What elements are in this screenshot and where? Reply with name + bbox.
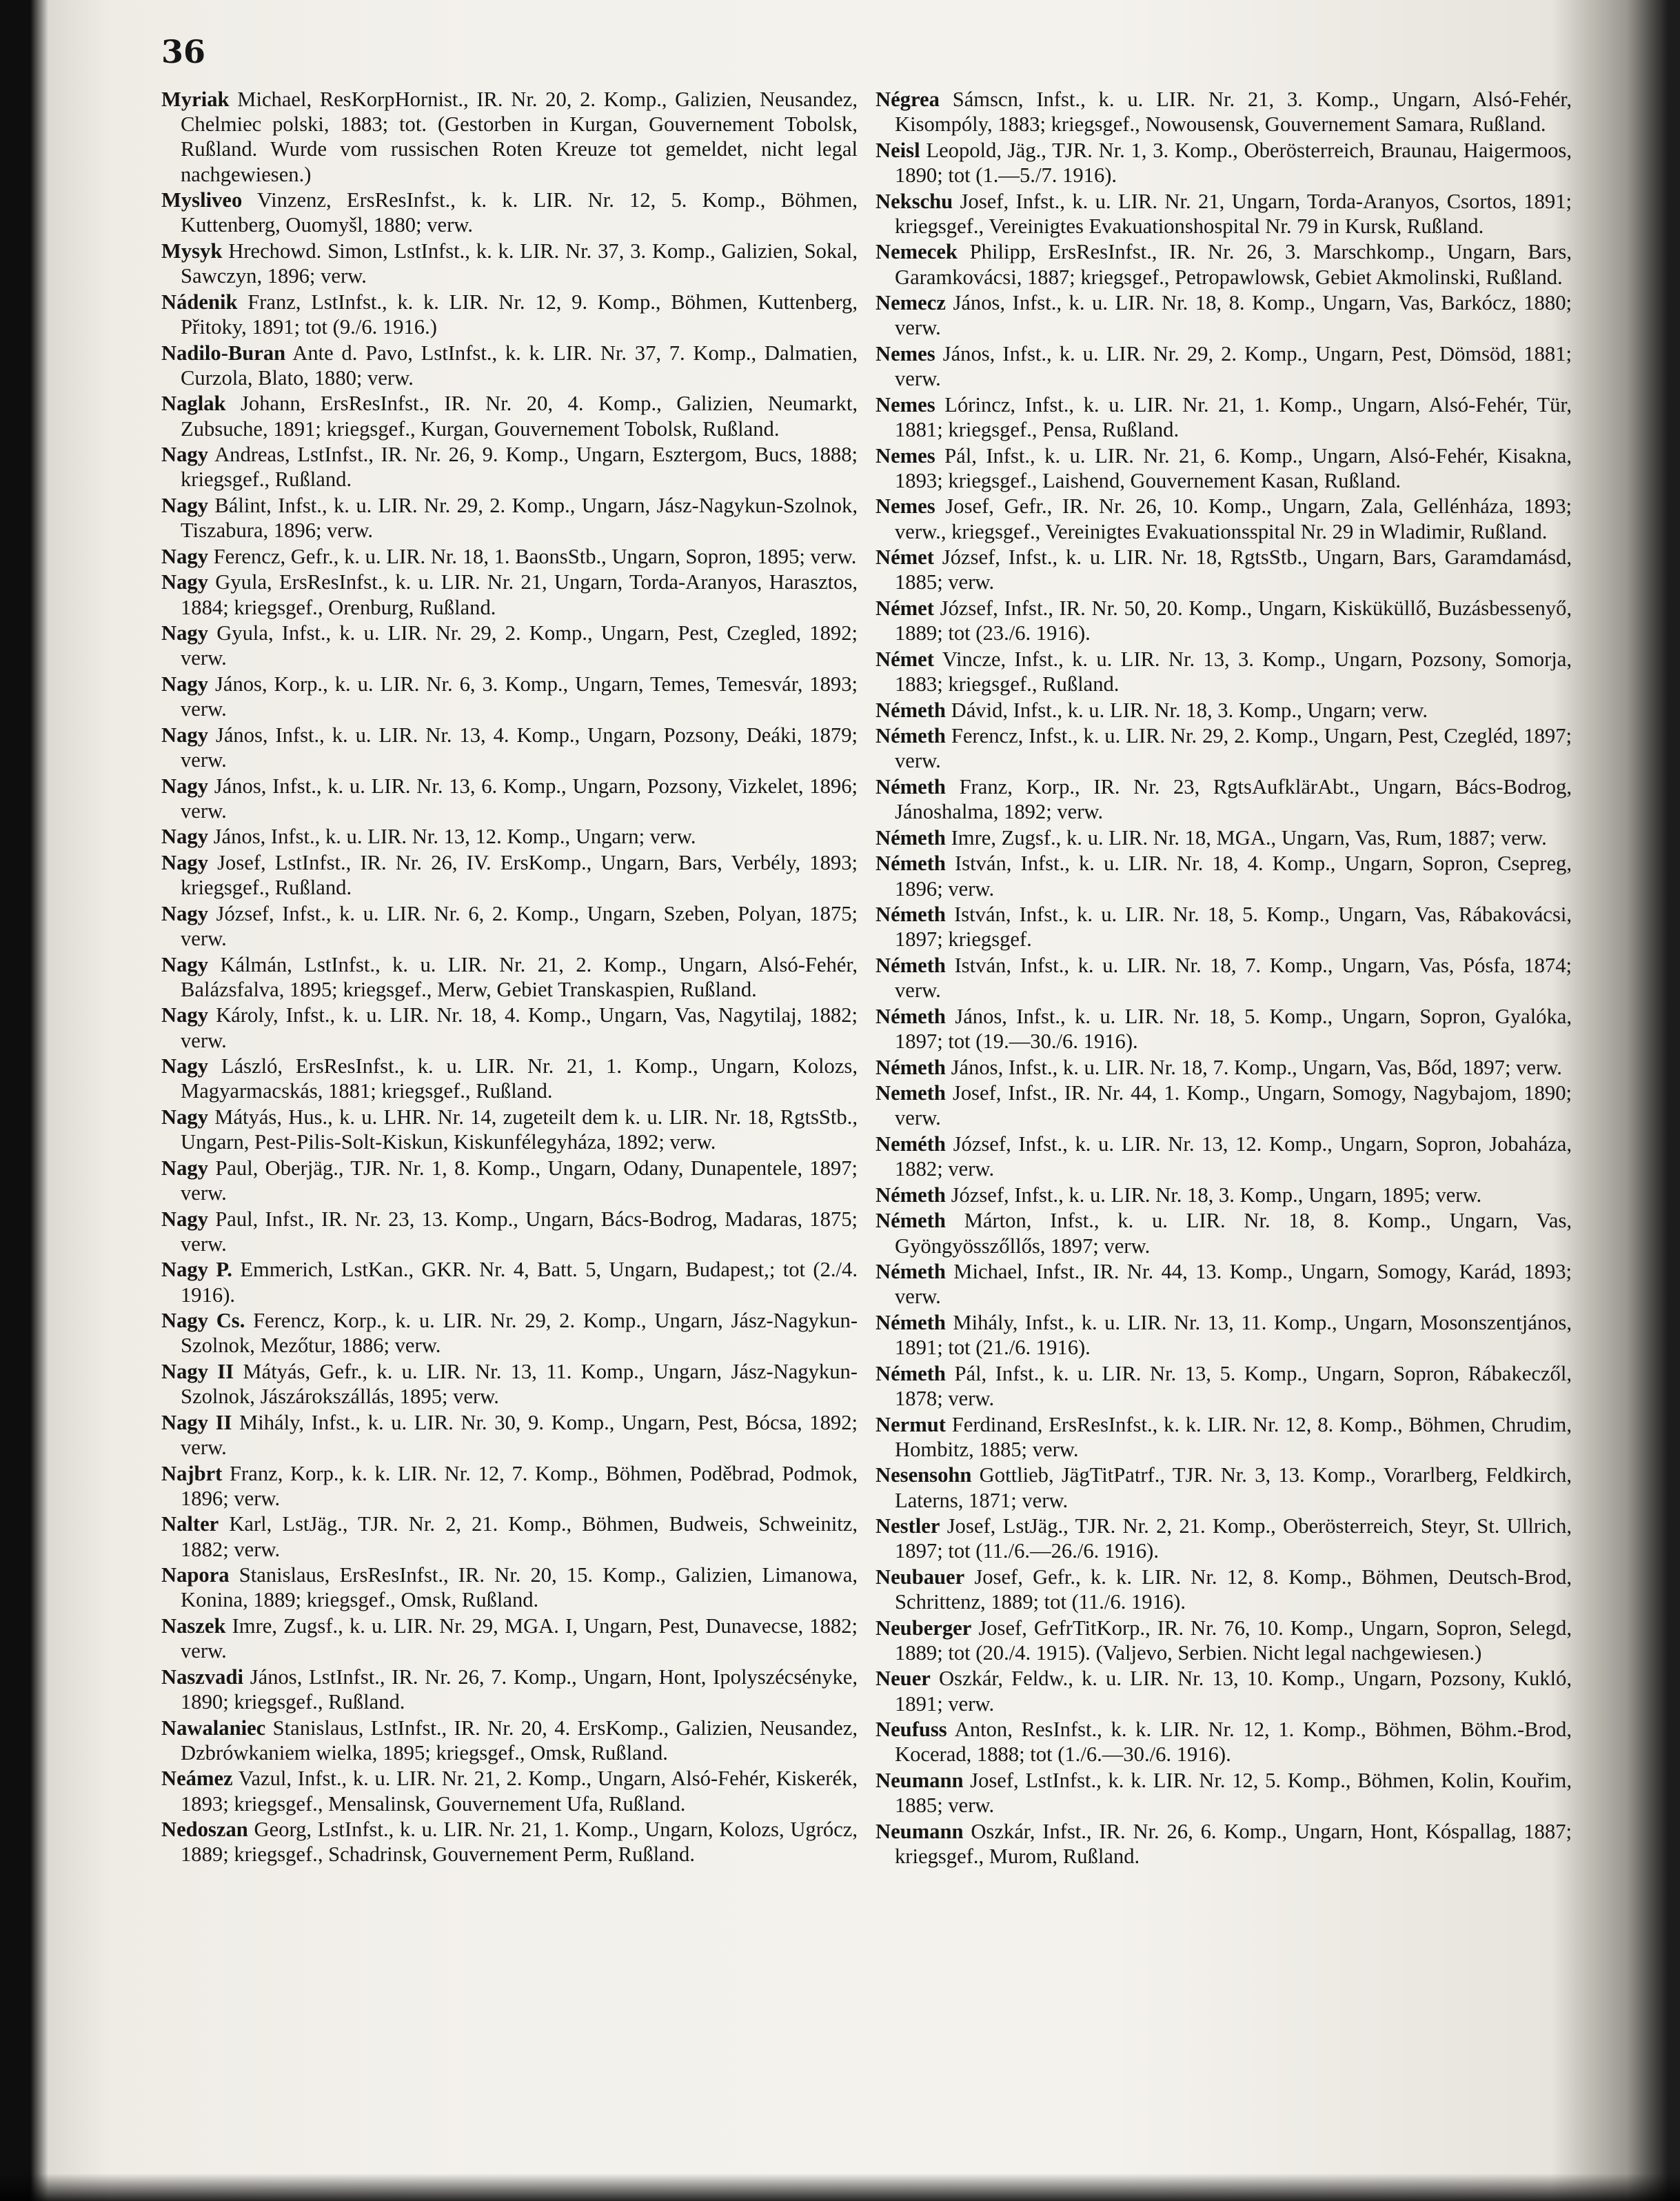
register-entry [876, 189, 1572, 239]
register-entry [161, 824, 858, 849]
entry-surname: Német [876, 596, 934, 620]
entry-details: Johann, ErsResInfst., IR. Nr. 20, 4. Komp., Galizien, Neumarkt, Zubsuche, 1891; kriegsgef., Kurgan, Gouvernement Tobolsk, Rußland. [181, 392, 858, 441]
entry-details: János, Infst., k. u. LIR. Nr. 29, 2. Komp., Ungarn, Pest, Dömsöd, 1881; verw. [895, 341, 1572, 391]
entry-surname: Nagy [161, 825, 208, 849]
entry-details: Stanislaus, LstInfst., IR. Nr. 20, 4. ErsKomp., Galizien, Neusandez, Dzbrówkaniem wielka, 1895; kriegsgef., Omsk, Rußland. [181, 1716, 858, 1765]
entry-details: Dávid, Infst., k. u. LIR. Nr. 18, 3. Komp., Ungarn; verw. [945, 698, 1428, 722]
entry-surname: Nagy [161, 544, 208, 568]
entry-surname: Neumann [876, 1769, 964, 1793]
entry-details: Hrechowd. Simon, LstInfst., k. k. LIR. Nr. 37, 3. Komp., Galizien, Sokal, Sawczyn, 1896; verw. [181, 239, 858, 288]
register-entry [876, 443, 1572, 493]
register-entry [876, 1463, 1572, 1512]
register-entry [161, 290, 858, 339]
register-entry [161, 1817, 858, 1867]
entry-surname: Nestler [876, 1514, 940, 1538]
register-entry [876, 953, 1572, 1003]
entry-surname: Nagy [161, 1003, 208, 1027]
entry-surname: Németh [876, 1310, 946, 1334]
entry-details: Michael, Infst., IR. Nr. 44, 13. Komp., Ungarn, Somogy, Karád, 1893; verw. [895, 1260, 1572, 1309]
register-entry [161, 850, 858, 900]
entry-details: Imre, Zugsf., k. u. LIR. Nr. 29, MGA. I, Ungarn, Pest, Dunavecse, 1882; verw. [181, 1614, 858, 1663]
entry-details: Károly, Infst., k. u. LIR. Nr. 18, 4. Komp., Ungarn, Vas, Nagytilaj, 1882; verw. [181, 1003, 858, 1052]
entry-surname: Najbrt [161, 1461, 223, 1485]
register-entry [161, 672, 858, 721]
entry-details: Franz, Korp., k. k. LIR. Nr. 12, 7. Komp., Böhmen, Poděbrad, Podmok, 1896; verw. [181, 1461, 858, 1510]
register-entry [161, 1461, 858, 1511]
register-entry [876, 1361, 1572, 1411]
entry-details: József, Infst., k. u. LIR. Nr. 6, 2. Komp., Ungarn, Szeben, Polyan, 1875; verw. [181, 901, 858, 950]
entry-details: János, Infst., k. u. LIR. Nr. 13, 4. Komp., Ungarn, Pozsony, Deáki, 1879; verw. [181, 723, 858, 772]
page-number: 36 [161, 33, 206, 70]
entry-surname: Neámez [161, 1767, 233, 1791]
register-entry [876, 494, 1572, 543]
entry-details: Stanislaus, ErsResInfst., IR. Nr. 20, 15. Komp., Galizien, Limanowa, Konina, 1889; kriegsgef., Omsk, Rußland. [181, 1563, 858, 1612]
entry-details: Mihály, Infst., k. u. LIR. Nr. 13, 11. Komp., Ungarn, Mosonszentjános, 1891; tot (21./6. 1916). [895, 1310, 1572, 1360]
entry-details: Karl, LstJäg., TJR. Nr. 2, 21. Komp., Böhmen, Budweis, Schweinitz, 1882; verw. [181, 1512, 858, 1561]
register-entry [876, 545, 1572, 594]
entry-surname: Németh [876, 1055, 946, 1079]
entry-surname: Nagy [161, 1054, 208, 1078]
scan-edge-shadow [0, 2173, 1680, 2201]
entry-surname: Nagy [161, 1207, 208, 1231]
register-entry [876, 698, 1572, 723]
register-entry [876, 341, 1572, 391]
entry-details: Kálmán, LstInfst., k. u. LIR. Nr. 21, 2. Komp., Ungarn, Alsó-Fehér, Balázsfalva, 1895; kriegsgef., Merw, Gebiet Transkaspien, Rußland. [181, 952, 858, 1001]
entry-details: Josef, LstJäg., TJR. Nr. 2, 21. Komp., Oberösterreich, Steyr, St. Ullrich, 1897; tot (11./6.—26./6. 1916). [895, 1514, 1572, 1563]
register-entry [161, 901, 858, 951]
entry-details: Emmerich, LstKan., GKR. Nr. 4, Batt. 5, Ungarn, Budapest,; tot (2./4. 1916). [181, 1258, 858, 1307]
entry-surname: Neuberger [876, 1616, 972, 1640]
register-entry [161, 774, 858, 823]
entry-details: János, LstInfst., IR. Nr. 26, 7. Komp., Ungarn, Hont, Ipolyszécsényke, 1890; kriegsgef., Rußland. [181, 1665, 858, 1713]
register-entry [161, 1511, 858, 1561]
entry-surname: Nermut [876, 1412, 946, 1436]
register-entry [876, 87, 1572, 137]
entry-details: János, Infst., k. u. LIR. Nr. 13, 12. Komp., Ungarn; verw. [208, 825, 696, 849]
entry-details: Ferdinand, ErsResInfst., k. k. LIR. Nr. 12, 8. Komp., Böhmen, Chrudim, Hombitz, 1885; verw. [895, 1412, 1572, 1461]
entry-surname: Nagy [161, 570, 208, 594]
register-entry [876, 1819, 1572, 1869]
register-entry [876, 647, 1572, 696]
entry-surname: Nagy [161, 850, 208, 874]
entry-details: Imre, Zugsf., k. u. LIR. Nr. 18, MGA., Ungarn, Vas, Rum, 1887; verw. [945, 825, 1547, 850]
entry-surname: Nemes [876, 392, 935, 416]
entry-details: Paul, Infst., IR. Nr. 23, 13. Komp., Ungarn, Bács-Bodrog, Madaras, 1875; verw. [181, 1207, 858, 1256]
entry-details: Mátyás, Hus., k. u. LHR. Nr. 14, zugeteilt dem k. u. LIR. Nr. 18, RgtsStb., Ungarn, Pest-Pilis-Solt-Kiskun, Kiskunfélegyháza, 1892; verw. [181, 1105, 858, 1154]
entry-surname: Naglak [161, 392, 226, 416]
entry-details: Philipp, ErsResInfst., IR. Nr. 26, 3. Marschkomp., Ungarn, Bars, Garamkovácsi, 1887; kriegsgef., Petropawlowsk, Gebiet Akmolinski, Rußland. [895, 240, 1572, 289]
entry-details: Mátyás, Gefr., k. u. LIR. Nr. 13, 11. Komp., Ungarn, Jász-Nagykun-Szolnok, Jászárokszállás, 1895; verw. [181, 1359, 858, 1409]
entry-details: Gyula, Infst., k. u. LIR. Nr. 29, 2. Komp., Ungarn, Pest, Czegled, 1892; verw. [181, 621, 858, 670]
entry-surname: Mysliveo [161, 188, 243, 212]
entry-details: Paul, Oberjäg., TJR. Nr. 1, 8. Komp., Ungarn, Odany, Dunapentele, 1897; verw. [181, 1156, 858, 1205]
entry-details: Vazul, Infst., k. u. LIR. Nr. 21, 2. Komp., Ungarn, Alsó-Fehér, Kiskerék, 1893; kriegsgef., Mensalinsk, Gouvernement Ufa, Rußland. [181, 1767, 858, 1816]
entry-details: Bálint, Infst., k. u. LIR. Nr. 29, 2. Komp., Ungarn, Jász-Nagykun-Szolnok, Tiszabura, 1896; verw. [181, 493, 858, 543]
register-entry [876, 1183, 1572, 1207]
entry-details: Márton, Infst., k. u. LIR. Nr. 18, 8. Komp., Ungarn, Vas, Gyöngyösszőllős, 1897; verw. [895, 1209, 1572, 1258]
entry-details: Ante d. Pavo, LstInfst., k. k. LIR. Nr. 37, 7. Komp., Dalmatien, Curzola, Blato, 1880; verw. [181, 341, 858, 390]
entry-surname: Németh [876, 774, 946, 798]
entry-surname: Nesensohn [876, 1463, 972, 1487]
register-entry [876, 1004, 1572, 1054]
register-entry [161, 1716, 858, 1765]
entry-surname: Német [876, 647, 934, 671]
register-entry [161, 1207, 858, 1256]
register-entry [876, 1717, 1572, 1767]
register-entry [161, 1257, 858, 1307]
register-entry [161, 1156, 858, 1205]
entry-surname: Nagy [161, 723, 208, 747]
entry-surname: Neubauer [876, 1565, 965, 1589]
register-entry [876, 1310, 1572, 1360]
entry-surname: Neméth [876, 1132, 946, 1156]
entry-surname: Nalter [161, 1512, 219, 1536]
entry-details: László, ErsResInfst., k. u. LIR. Nr. 21, 1. Komp., Ungarn, Kolozs, Magyarmacskás, 1881; kriegsgef., Rußland. [181, 1054, 858, 1103]
entry-surname: Nemes [876, 341, 935, 365]
entry-details: István, Infst., k. u. LIR. Nr. 18, 4. Komp., Ungarn, Sopron, Csepreg, 1896; verw. [895, 852, 1572, 901]
entry-surname: Nagy [161, 1156, 208, 1180]
entry-details: Andreas, LstInfst., IR. Nr. 26, 9. Komp., Ungarn, Esztergom, Bucs, 1888; kriegsgef., Rußland. [181, 443, 858, 492]
register-entry [876, 1081, 1572, 1130]
entry-details: Sámscn, Infst., k. u. LIR. Nr. 21, 3. Komp., Ungarn, Alsó-Fehér, Kisompóly, 1883; kriegsgef., Nowousensk, Gouvernement Samara, Rußland. [895, 88, 1572, 137]
entry-surname: Nedoszan [161, 1818, 248, 1842]
left-column [161, 87, 858, 1868]
entry-surname: Németh [876, 1183, 946, 1207]
entry-surname: Németh [876, 852, 946, 876]
entry-details: János, Infst., k. u. LIR. Nr. 18, 7. Komp., Ungarn, Vas, Bőd, 1897; verw. [945, 1055, 1562, 1079]
register-entry [876, 392, 1572, 442]
register-entry [161, 188, 858, 237]
entry-details: Vinzenz, ErsResInfst., k. k. LIR. Nr. 12, 5. Komp., Böhmen, Kuttenberg, Ouomyšl, 1880; verw. [181, 188, 858, 237]
entry-details: János, Infst., k. u. LIR. Nr. 18, 5. Komp., Ungarn, Sopron, Gyalóka, 1897; tot (19.—30./6. 1916). [895, 1004, 1572, 1053]
entry-details: József, Infst., k. u. LIR. Nr. 18, 3. Komp., Ungarn, 1895; verw. [945, 1183, 1482, 1207]
entry-surname: Nagy [161, 1105, 208, 1129]
register-entry [161, 442, 858, 492]
entry-details: Franz, LstInfst., k. k. LIR. Nr. 12, 9. Komp., Böhmen, Kuttenberg, Přitoky, 1891; tot (9./6. 1916.) [181, 290, 858, 339]
entry-surname: Nemes [876, 494, 935, 519]
entry-surname: Nemecz [876, 291, 946, 315]
entry-surname: Naszek [161, 1614, 226, 1638]
register-entry [161, 87, 858, 187]
entry-surname: Németh [876, 825, 946, 850]
entry-surname: Nagy [161, 774, 208, 798]
entry-details: István, Infst., k. u. LIR. Nr. 18, 5. Komp., Ungarn, Vas, Rábakovácsi, 1897; kriegsgef. [895, 903, 1572, 952]
entry-details: Mihály, Infst., k. u. LIR. Nr. 30, 9. Komp., Ungarn, Pest, Bócsa, 1892; verw. [181, 1410, 858, 1459]
entry-details: Oszkár, Feldw., k. u. LIR. Nr. 13, 10. Komp., Ungarn, Pozsony, Kukló, 1891; verw. [895, 1667, 1572, 1716]
entry-surname: Nagy II [161, 1359, 234, 1383]
entry-details: Josef, Gefr., k. k. LIR. Nr. 12, 8. Komp., Böhmen, Deutsch-Brod, Schrittenz, 1889; tot (11./6. 1916). [895, 1565, 1572, 1614]
entry-surname: Nemeth [876, 1081, 946, 1105]
register-entry [161, 341, 858, 390]
entry-surname: Myriak [161, 88, 230, 111]
entry-surname: Nagy P. [161, 1258, 232, 1282]
entry-surname: Német [876, 545, 934, 570]
register-entry [161, 493, 858, 543]
register-entry [876, 1259, 1572, 1309]
entry-surname: Nadilo-Buran [161, 341, 286, 365]
entry-details: Josef, Gefr., IR. Nr. 26, 10. Komp., Ungarn, Zala, Gellénháza, 1893; verw., kriegsgef., Vereinigtes Evakuationsspital Nr. 29 in Wladimir, Rußland. [895, 494, 1572, 543]
entry-surname: Nagy [161, 901, 208, 925]
entry-details: Josef, GefrTitKorp., IR. Nr. 76, 10. Komp., Ungarn, Sopron, Selegd, 1889; tot (20./4. 1915). (Valjevo, Serbien. Nicht legal nachgewiesen.) [895, 1616, 1572, 1665]
register-entry [876, 138, 1572, 188]
entry-surname: Németh [876, 1209, 946, 1233]
entry-details: József, Infst., IR. Nr. 50, 20. Komp., Ungarn, Kisküküllő, Buzásbessenyő, 1889; tot (23./6. 1916). [895, 596, 1572, 645]
register-entry [161, 1614, 858, 1663]
entry-details: József, Infst., k. u. LIR. Nr. 18, RgtsStb., Ungarn, Bars, Garamdamásd, 1885; verw. [895, 545, 1572, 594]
entry-surname: Neumann [876, 1819, 964, 1843]
entry-details: János, Infst., k. u. LIR. Nr. 13, 6. Komp., Ungarn, Pozsony, Vizkelet, 1896; verw. [181, 774, 858, 823]
register-entry [876, 1514, 1572, 1563]
register-entry [161, 1766, 858, 1816]
register-entry [161, 621, 858, 670]
register-entry [161, 1105, 858, 1154]
entry-surname: Németh [876, 724, 946, 748]
register-entry [161, 1359, 858, 1409]
entry-surname: Neisl [876, 138, 920, 162]
entry-surname: Németh [876, 1361, 946, 1385]
register-entry [161, 544, 858, 569]
entry-details: Oszkár, Infst., IR. Nr. 26, 6. Komp., Ungarn, Hont, Kóspallag, 1887; kriegsgef., Murom, Rußland. [895, 1819, 1572, 1869]
entry-surname: Németh [876, 903, 946, 927]
entry-details: István, Infst., k. u. LIR. Nr. 18, 7. Komp., Ungarn, Vas, Pósfa, 1874; verw. [895, 953, 1572, 1003]
entry-surname: Nagy Cs. [161, 1309, 245, 1333]
entry-details: Gyula, ErsResInfst., k. u. LIR. Nr. 21, Ungarn, Torda-Aranyos, Harasztos, 1884; kriegsgef., Orenburg, Rußland. [181, 570, 858, 619]
right-column [876, 87, 1572, 1870]
entry-surname: Neufuss [876, 1718, 947, 1742]
entry-surname: Nagy [161, 672, 208, 696]
entry-surname: Mysyk [161, 239, 223, 263]
entry-surname: Nagy [161, 493, 208, 517]
entry-details: János, Infst., k. u. LIR. Nr. 18, 8. Komp., Ungarn, Vas, Barkócz, 1880; verw. [895, 291, 1572, 340]
entry-surname: Neuer [876, 1667, 931, 1691]
entry-details: Pál, Infst., k. u. LIR. Nr. 21, 6. Komp., Ungarn, Alsó-Fehér, Kisakna, 1893; kriegsgef., Laishend, Gouvernement Kasan, Rußland. [895, 443, 1572, 492]
entry-details: Pál, Infst., k. u. LIR. Nr. 13, 5. Komp., Ungarn, Sopron, Rábakeczől, 1878; verw. [895, 1361, 1572, 1410]
entry-surname: Nawalaniec [161, 1716, 266, 1740]
entry-surname: Nekschu [876, 189, 953, 213]
entry-details: Josef, LstInfst., IR. Nr. 26, IV. ErsKomp., Ungarn, Bars, Verbély, 1893; kriegsgef., Rußland. [181, 850, 858, 900]
register-entry [876, 902, 1572, 952]
register-entry [161, 1003, 858, 1052]
entry-details: Lórincz, Infst., k. u. LIR. Nr. 21, 1. Komp., Ungarn, Alsó-Fehér, Tür, 1881; kriegsgef., Pensa, Rußland. [895, 392, 1572, 441]
register-entry [876, 1768, 1572, 1818]
register-entry [876, 596, 1572, 645]
entry-surname: Németh [876, 1004, 946, 1028]
register-entry [876, 851, 1572, 901]
entry-surname: Nemecek [876, 240, 958, 264]
entry-details: Josef, Infst., k. u. LIR. Nr. 21, Ungarn, Torda-Aranyos, Csortos, 1891; kriegsgef., Vereinigtes Evakuationshospital Nr. 79 in Kursk, Rußland. [895, 189, 1572, 238]
register-entry [876, 1565, 1572, 1614]
entry-details: János, Korp., k. u. LIR. Nr. 6, 3. Komp., Ungarn, Temes, Temesvár, 1893; verw. [181, 672, 858, 721]
register-entry [161, 723, 858, 772]
entry-details: Vincze, Infst., k. u. LIR. Nr. 13, 3. Komp., Ungarn, Pozsony, Somorja, 1883; kriegsgef., Rußland. [895, 647, 1572, 696]
register-entry [876, 723, 1572, 773]
entry-details: Ferencz, Korp., k. u. LIR. Nr. 29, 2. Komp., Ungarn, Jász-Nagykun-Szolnok, Mezőtur, 1886; verw. [181, 1309, 858, 1358]
entry-details: Michael, ResKorpHornist., IR. Nr. 20, 2. Komp., Galizien, Neusandez, Chelmiec polski, 1883; tot. (Gestorben in Kurgan, Gouvernement Tobolsk, Rußland. Wurde vom russischen Roten Kreuze tot gemeldet, nicht legal nachgewiesen.) [181, 88, 858, 186]
register-entry [876, 1666, 1572, 1716]
register-entry [876, 1616, 1572, 1665]
entry-surname: Nagy [161, 443, 208, 467]
entry-surname: Négrea [876, 88, 940, 111]
register-entry [161, 239, 858, 288]
register-entry [876, 290, 1572, 340]
register-entry [161, 1410, 858, 1460]
entry-surname: Németh [876, 698, 946, 722]
register-entry [161, 1562, 858, 1612]
entry-surname: Nagy [161, 621, 208, 645]
register-entry [876, 1132, 1572, 1181]
entry-details: Franz, Korp., IR. Nr. 23, RgtsAufklärAbt., Ungarn, Bács-Bodrog, Jánoshalma, 1892; verw. [895, 774, 1572, 824]
entry-details: Anton, ResInfst., k. k. LIR. Nr. 12, 1. Komp., Böhmen, Böhm.-Brod, Kocerad, 1888; tot (1./6.—30./6. 1916). [895, 1718, 1572, 1767]
register-entry [161, 570, 858, 619]
register-entry [876, 1208, 1572, 1258]
entry-details: Josef, Infst., IR. Nr. 44, 1. Komp., Ungarn, Somogy, Nagybajom, 1890; verw. [895, 1081, 1572, 1130]
register-entry [876, 1412, 1572, 1462]
entry-details: Josef, LstInfst., k. k. LIR. Nr. 12, 5. Komp., Böhmen, Kolin, Kouřim, 1885; verw. [895, 1769, 1572, 1818]
entry-surname: Napora [161, 1563, 230, 1587]
entry-surname: Nemes [876, 443, 935, 468]
entry-surname: Naszvadi [161, 1665, 243, 1689]
register-entry [161, 1308, 858, 1358]
register-entry [876, 825, 1572, 850]
entry-surname: Nádenik [161, 290, 238, 314]
register-entry [876, 774, 1572, 824]
register-entry [161, 1665, 858, 1714]
entry-details: Georg, LstInfst., k. u. LIR. Nr. 21, 1. Komp., Ungarn, Kolozs, Ugrócz, 1889; kriegsgef., Schadrinsk, Gouvernement Perm, Rußland. [181, 1818, 858, 1867]
entry-surname: Németh [876, 1260, 946, 1284]
entry-surname: Nagy II [161, 1410, 232, 1434]
register-entry [161, 391, 858, 441]
entry-details: Gottlieb, JägTitPatrf., TJR. Nr. 3, 13. Komp., Vorarlberg, Feldkirch, Laterns, 1871; verw. [895, 1463, 1572, 1512]
entry-details: József, Infst., k. u. LIR. Nr. 13, 12. Komp., Ungarn, Sopron, Jobaháza, 1882; verw. [895, 1132, 1572, 1181]
entry-details: Leopold, Jäg., TJR. Nr. 1, 3. Komp., Oberösterreich, Braunau, Haigermoos, 1890; tot (1.—5./7. 1916). [895, 138, 1572, 187]
register-entry [876, 239, 1572, 289]
entry-surname: Nagy [161, 952, 208, 976]
register-entry [161, 952, 858, 1002]
entry-surname: Németh [876, 953, 946, 977]
register-entry [161, 1054, 858, 1103]
entry-details: Ferencz, Gefr., k. u. LIR. Nr. 18, 1. BaonsStb., Ungarn, Sopron, 1895; verw. [208, 544, 857, 568]
register-entry [876, 1055, 1572, 1080]
entry-details: Ferencz, Infst., k. u. LIR. Nr. 29, 2. Komp., Ungarn, Pest, Czegléd, 1897; verw. [895, 724, 1572, 773]
